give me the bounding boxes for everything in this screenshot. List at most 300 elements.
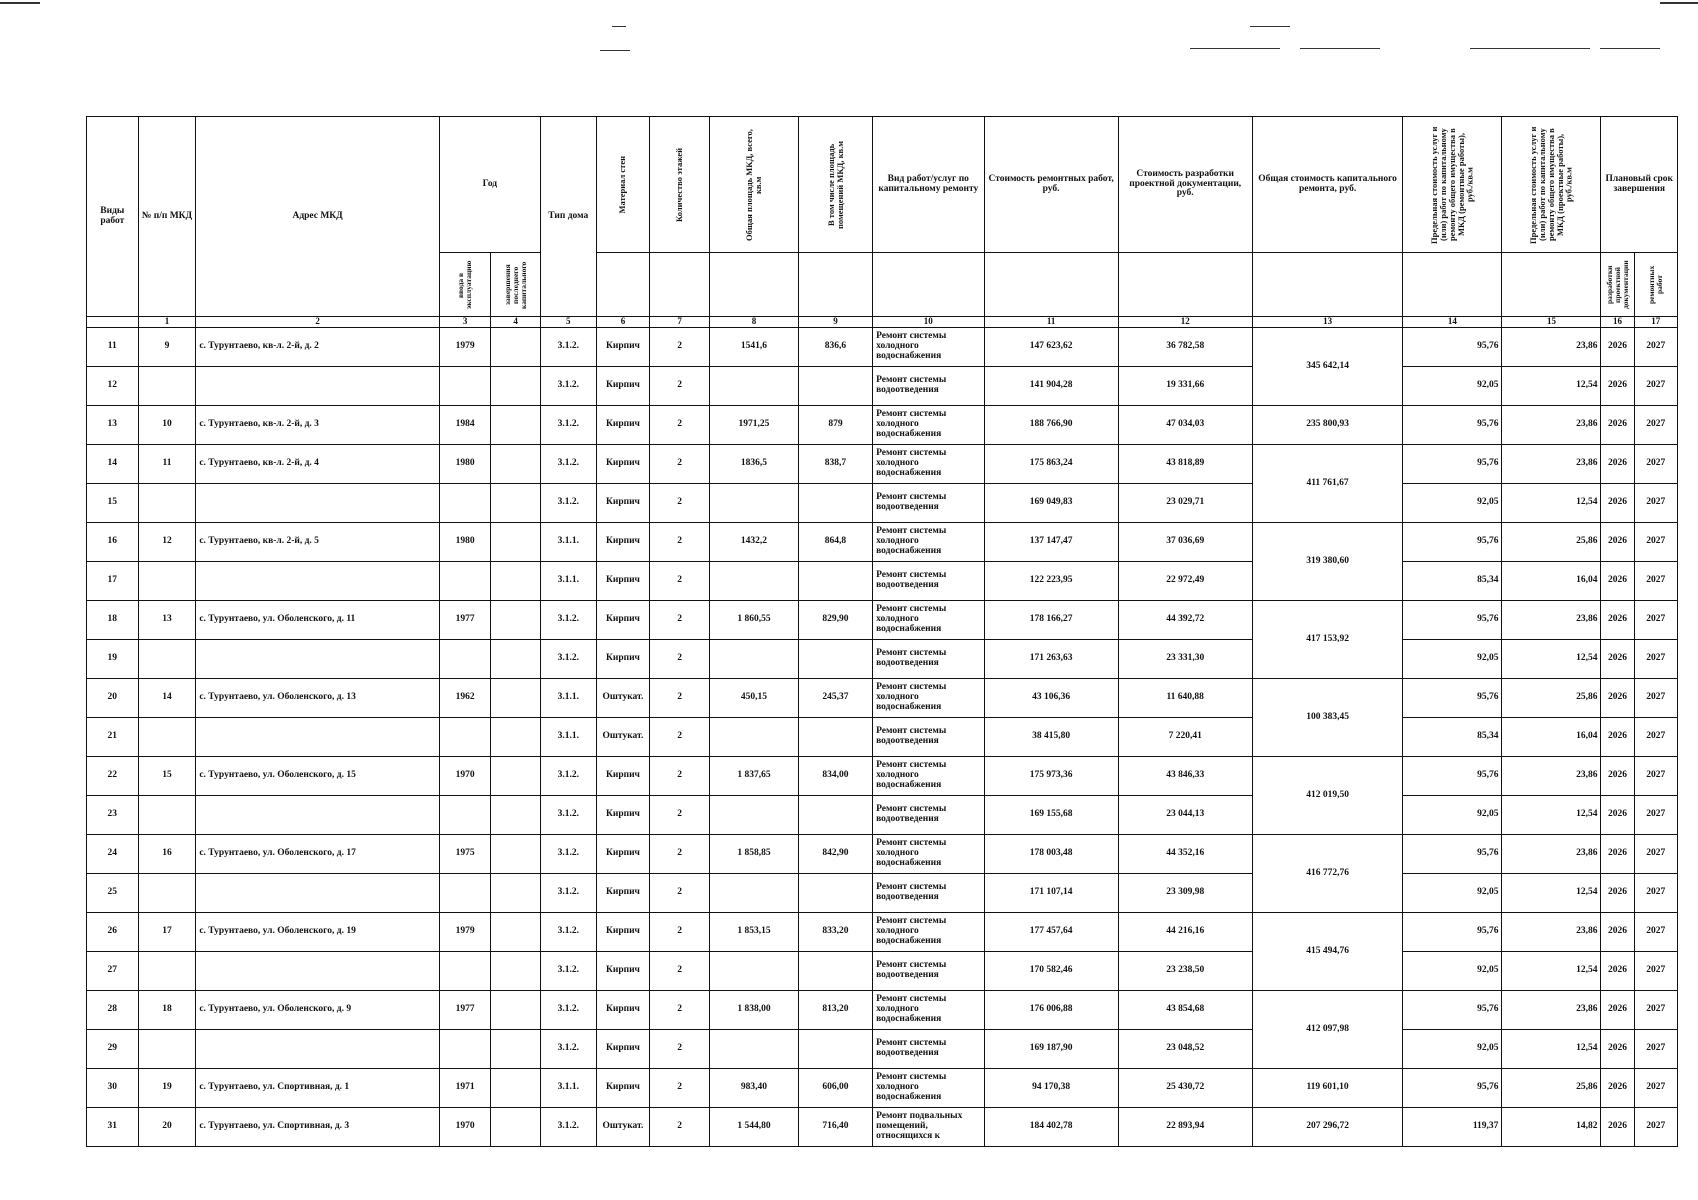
col-num: 16 bbox=[1601, 317, 1634, 328]
work-cost: 175 973,36 bbox=[984, 757, 1118, 796]
row-index: 21 bbox=[87, 718, 139, 757]
year-last-repair bbox=[491, 328, 541, 367]
year-last-repair bbox=[491, 484, 541, 523]
living-area bbox=[798, 640, 872, 679]
col-num: 2 bbox=[196, 317, 439, 328]
living-area: 836,6 bbox=[798, 328, 872, 367]
plan-works-year: 2027 bbox=[1634, 757, 1678, 796]
living-area: 716,40 bbox=[798, 1108, 872, 1147]
mkd-number: 18 bbox=[138, 991, 196, 1030]
header-house-type: Тип дома bbox=[540, 117, 596, 317]
design-cost: 25 430,72 bbox=[1118, 1069, 1252, 1108]
table-body bbox=[87, 328, 1678, 1147]
row-index: 15 bbox=[87, 484, 139, 523]
year-last-repair bbox=[491, 718, 541, 757]
limit-repair: 95,76 bbox=[1403, 328, 1502, 367]
floors: 2 bbox=[650, 1030, 710, 1069]
total-area: 983,40 bbox=[710, 1069, 799, 1108]
total-cost: 319 380,60 bbox=[1252, 523, 1403, 601]
year-commission bbox=[439, 640, 491, 679]
row-index: 11 bbox=[87, 328, 139, 367]
design-cost: 11 640,88 bbox=[1118, 679, 1252, 718]
total-area bbox=[710, 367, 799, 406]
plan-works-year: 2027 bbox=[1634, 328, 1678, 367]
living-area bbox=[798, 718, 872, 757]
work-kind: Ремонт системы холодного водоснабжения bbox=[873, 601, 984, 640]
col-num: 10 bbox=[873, 317, 984, 328]
mkd-number: 12 bbox=[138, 523, 196, 562]
limit-design: 14,82 bbox=[1502, 1108, 1601, 1147]
mkd-number: 14 bbox=[138, 679, 196, 718]
row-index: 17 bbox=[87, 562, 139, 601]
table-row bbox=[87, 562, 1678, 601]
year-commission: 1980 bbox=[439, 523, 491, 562]
living-area bbox=[798, 562, 872, 601]
col-num: 11 bbox=[984, 317, 1118, 328]
row-index: 27 bbox=[87, 952, 139, 991]
year-last-repair bbox=[491, 367, 541, 406]
design-cost: 43 818,89 bbox=[1118, 445, 1252, 484]
limit-design: 23,86 bbox=[1502, 991, 1601, 1030]
work-kind: Ремонт системы водоотведения bbox=[873, 562, 984, 601]
mkd-number bbox=[138, 796, 196, 835]
house-type: 3.1.2. bbox=[540, 913, 596, 952]
limit-design: 12,54 bbox=[1502, 484, 1601, 523]
row-index: 14 bbox=[87, 445, 139, 484]
total-cost: 345 642,14 bbox=[1252, 328, 1403, 406]
total-area bbox=[710, 640, 799, 679]
mkd-number bbox=[138, 952, 196, 991]
col-num: 17 bbox=[1634, 317, 1678, 328]
limit-repair: 92,05 bbox=[1403, 796, 1502, 835]
total-cost: 415 494,76 bbox=[1252, 913, 1403, 991]
plan-works-year: 2027 bbox=[1634, 601, 1678, 640]
limit-repair: 95,76 bbox=[1403, 913, 1502, 952]
wall-material: Кирпич bbox=[596, 952, 650, 991]
table-row bbox=[87, 406, 1678, 445]
floors: 2 bbox=[650, 562, 710, 601]
living-area: 813,20 bbox=[798, 991, 872, 1030]
living-area bbox=[798, 1030, 872, 1069]
floors: 2 bbox=[650, 796, 710, 835]
limit-repair: 95,76 bbox=[1403, 991, 1502, 1030]
floors: 2 bbox=[650, 757, 710, 796]
design-cost: 36 782,58 bbox=[1118, 328, 1252, 367]
address: с. Турунтаево, ул. Оболенского, д. 15 bbox=[196, 757, 439, 796]
mkd-number: 16 bbox=[138, 835, 196, 874]
mkd-number bbox=[138, 718, 196, 757]
limit-repair: 119,37 bbox=[1403, 1108, 1502, 1147]
work-kind: Ремонт системы холодного водоснабжения bbox=[873, 757, 984, 796]
work-kind: Ремонт системы холодного водоснабжения bbox=[873, 445, 984, 484]
plan-design-year: 2026 bbox=[1601, 523, 1634, 562]
year-commission: 1979 bbox=[439, 328, 491, 367]
row-index: 20 bbox=[87, 679, 139, 718]
col-num: 6 bbox=[596, 317, 650, 328]
total-area: 1 837,65 bbox=[710, 757, 799, 796]
limit-design: 23,86 bbox=[1502, 601, 1601, 640]
living-area: 606,00 bbox=[798, 1069, 872, 1108]
plan-works-year: 2027 bbox=[1634, 640, 1678, 679]
work-cost: 137 147,47 bbox=[984, 523, 1118, 562]
header-mkd-no: № п/п МКД bbox=[138, 117, 196, 317]
scan-mark bbox=[612, 26, 626, 27]
address: с. Турунтаево, кв-л. 2-й, д. 5 bbox=[196, 523, 439, 562]
row-index: 22 bbox=[87, 757, 139, 796]
address bbox=[196, 718, 439, 757]
total-area bbox=[710, 562, 799, 601]
header-work-cost: Стоимость ремонтных работ, руб. bbox=[984, 117, 1118, 253]
limit-repair: 92,05 bbox=[1403, 1030, 1502, 1069]
total-area bbox=[710, 718, 799, 757]
living-area bbox=[798, 484, 872, 523]
house-type: 3.1.2. bbox=[540, 991, 596, 1030]
design-cost: 23 238,50 bbox=[1118, 952, 1252, 991]
mkd-number bbox=[138, 1030, 196, 1069]
address: с. Турунтаево, ул. Оболенского, д. 13 bbox=[196, 679, 439, 718]
row-index: 18 bbox=[87, 601, 139, 640]
work-kind: Ремонт системы холодного водоснабжения bbox=[873, 406, 984, 445]
row-index: 19 bbox=[87, 640, 139, 679]
plan-design-year: 2026 bbox=[1601, 718, 1634, 757]
floors: 2 bbox=[650, 874, 710, 913]
capital-repair-table bbox=[86, 116, 1678, 1147]
plan-works-year: 2027 bbox=[1634, 835, 1678, 874]
total-cost: 207 296,72 bbox=[1252, 1108, 1403, 1147]
house-type: 3.1.1. bbox=[540, 562, 596, 601]
col-num: 14 bbox=[1403, 317, 1502, 328]
design-cost: 44 352,16 bbox=[1118, 835, 1252, 874]
work-cost: 141 904,28 bbox=[984, 367, 1118, 406]
limit-design: 16,04 bbox=[1502, 562, 1601, 601]
address bbox=[196, 640, 439, 679]
scan-mark bbox=[1600, 48, 1660, 49]
design-cost: 7 220,41 bbox=[1118, 718, 1252, 757]
table-row bbox=[87, 601, 1678, 640]
total-cost: 417 153,92 bbox=[1252, 601, 1403, 679]
limit-repair: 92,05 bbox=[1403, 874, 1502, 913]
year-last-repair bbox=[491, 952, 541, 991]
total-cost: 412 097,98 bbox=[1252, 991, 1403, 1069]
total-cost: 416 772,76 bbox=[1252, 835, 1403, 913]
year-last-repair bbox=[491, 679, 541, 718]
year-last-repair bbox=[491, 1108, 541, 1147]
wall-material: Кирпич bbox=[596, 757, 650, 796]
year-commission: 1962 bbox=[439, 679, 491, 718]
work-kind: Ремонт системы холодного водоснабжения bbox=[873, 328, 984, 367]
address: с. Турунтаево, ул. Оболенского, д. 17 bbox=[196, 835, 439, 874]
work-cost: 147 623,62 bbox=[984, 328, 1118, 367]
year-commission bbox=[439, 796, 491, 835]
limit-design: 12,54 bbox=[1502, 796, 1601, 835]
table-row bbox=[87, 913, 1678, 952]
header-design-cost: Стоимость разработки проектной документации, руб. bbox=[1118, 117, 1252, 253]
work-kind: Ремонт системы холодного водоснабжения bbox=[873, 1069, 984, 1108]
wall-material: Кирпич bbox=[596, 1030, 650, 1069]
year-last-repair bbox=[491, 1069, 541, 1108]
year-commission bbox=[439, 562, 491, 601]
col-num: 4 bbox=[491, 317, 541, 328]
limit-design: 23,86 bbox=[1502, 913, 1601, 952]
header-work-types: Виды работ bbox=[87, 117, 139, 317]
floors: 2 bbox=[650, 484, 710, 523]
year-last-repair bbox=[491, 874, 541, 913]
limit-repair: 92,05 bbox=[1403, 367, 1502, 406]
plan-design-year: 2026 bbox=[1601, 367, 1634, 406]
work-cost: 176 006,88 bbox=[984, 991, 1118, 1030]
address bbox=[196, 484, 439, 523]
plan-works-year: 2027 bbox=[1634, 445, 1678, 484]
limit-repair: 95,76 bbox=[1403, 679, 1502, 718]
work-cost: 178 166,27 bbox=[984, 601, 1118, 640]
address bbox=[196, 367, 439, 406]
house-type: 3.1.2. bbox=[540, 952, 596, 991]
col-num: 9 bbox=[798, 317, 872, 328]
house-type: 3.1.2. bbox=[540, 835, 596, 874]
limit-repair: 85,34 bbox=[1403, 562, 1502, 601]
year-last-repair bbox=[491, 991, 541, 1030]
design-cost: 37 036,69 bbox=[1118, 523, 1252, 562]
address: с. Турунтаево, ул. Оболенского, д. 19 bbox=[196, 913, 439, 952]
header-total-cost: Общая стоимость капитального ремонта, руб. bbox=[1252, 117, 1403, 253]
work-kind: Ремонт системы водоотведения bbox=[873, 640, 984, 679]
table-row bbox=[87, 835, 1678, 874]
living-area: 245,37 bbox=[798, 679, 872, 718]
year-commission: 1984 bbox=[439, 406, 491, 445]
year-commission: 1979 bbox=[439, 913, 491, 952]
total-cost: 411 761,67 bbox=[1252, 445, 1403, 523]
address: с. Турунтаево, ул. Спортивная, д. 1 bbox=[196, 1069, 439, 1108]
wall-material: Кирпич bbox=[596, 406, 650, 445]
table-row bbox=[87, 991, 1678, 1030]
design-cost: 43 854,68 bbox=[1118, 991, 1252, 1030]
work-kind: Ремонт системы водоотведения bbox=[873, 1030, 984, 1069]
plan-design-year: 2026 bbox=[1601, 445, 1634, 484]
plan-works-year: 2027 bbox=[1634, 1108, 1678, 1147]
floors: 2 bbox=[650, 328, 710, 367]
work-kind: Ремонт системы холодного водоснабжения bbox=[873, 523, 984, 562]
design-cost: 44 392,72 bbox=[1118, 601, 1252, 640]
floors: 2 bbox=[650, 718, 710, 757]
plan-works-year: 2027 bbox=[1634, 406, 1678, 445]
floors: 2 bbox=[650, 601, 710, 640]
work-cost: 94 170,38 bbox=[984, 1069, 1118, 1108]
mkd-number: 17 bbox=[138, 913, 196, 952]
address bbox=[196, 952, 439, 991]
header-limit-design: Предельная стоимость услуг и (или) работ по капитальному ремонту общего имущества в МКД (проектные работы), руб./кв.м bbox=[1502, 117, 1601, 253]
header-work-kind: Вид работ/услуг по капитальному ремонту bbox=[873, 117, 984, 253]
table-row bbox=[87, 1108, 1678, 1147]
house-type: 3.1.1. bbox=[540, 523, 596, 562]
plan-design-year: 2026 bbox=[1601, 796, 1634, 835]
col-num: 7 bbox=[650, 317, 710, 328]
house-type: 3.1.1. bbox=[540, 718, 596, 757]
plan-design-year: 2026 bbox=[1601, 991, 1634, 1030]
table-row bbox=[87, 328, 1678, 367]
work-cost: 178 003,48 bbox=[984, 835, 1118, 874]
total-area: 1 838,00 bbox=[710, 991, 799, 1030]
house-type: 3.1.1. bbox=[540, 679, 596, 718]
limit-design: 23,86 bbox=[1502, 757, 1601, 796]
plan-design-year: 2026 bbox=[1601, 640, 1634, 679]
wall-material: Кирпич bbox=[596, 445, 650, 484]
wall-material: Оштукат. bbox=[596, 679, 650, 718]
plan-works-year: 2027 bbox=[1634, 952, 1678, 991]
house-type: 3.1.2. bbox=[540, 1030, 596, 1069]
address bbox=[196, 562, 439, 601]
year-commission: 1970 bbox=[439, 1108, 491, 1147]
floors: 2 bbox=[650, 640, 710, 679]
year-commission bbox=[439, 718, 491, 757]
scan-mark bbox=[1660, 2, 1698, 4]
work-cost: 43 106,36 bbox=[984, 679, 1118, 718]
house-type: 3.1.2. bbox=[540, 640, 596, 679]
column-number-row bbox=[87, 317, 1678, 328]
table-row bbox=[87, 952, 1678, 991]
table-row bbox=[87, 718, 1678, 757]
work-kind: Ремонт системы водоотведения bbox=[873, 874, 984, 913]
limit-design: 23,86 bbox=[1502, 835, 1601, 874]
col-num: 13 bbox=[1252, 317, 1403, 328]
address bbox=[196, 874, 439, 913]
scan-mark bbox=[1190, 48, 1280, 49]
row-index: 16 bbox=[87, 523, 139, 562]
year-commission: 1975 bbox=[439, 835, 491, 874]
design-cost: 19 331,66 bbox=[1118, 367, 1252, 406]
header-address: Адрес МКД bbox=[196, 117, 439, 317]
work-kind: Ремонт системы водоотведения bbox=[873, 718, 984, 757]
limit-repair: 92,05 bbox=[1403, 640, 1502, 679]
house-type: 3.1.1. bbox=[540, 1069, 596, 1108]
scan-mark bbox=[1250, 26, 1290, 27]
design-cost: 47 034,03 bbox=[1118, 406, 1252, 445]
subheader-plan-design: разработки проектной документации bbox=[1601, 253, 1634, 317]
total-area: 450,15 bbox=[710, 679, 799, 718]
table-row bbox=[87, 679, 1678, 718]
total-cost: 119 601,10 bbox=[1252, 1069, 1403, 1108]
table-row bbox=[87, 523, 1678, 562]
mkd-number: 15 bbox=[138, 757, 196, 796]
year-commission: 1977 bbox=[439, 601, 491, 640]
work-cost: 169 049,83 bbox=[984, 484, 1118, 523]
year-last-repair bbox=[491, 445, 541, 484]
plan-works-year: 2027 bbox=[1634, 796, 1678, 835]
table-row bbox=[87, 1030, 1678, 1069]
row-index: 31 bbox=[87, 1108, 139, 1147]
work-kind: Ремонт системы холодного водоснабжения bbox=[873, 835, 984, 874]
address: с. Турунтаево, кв-л. 2-й, д. 4 bbox=[196, 445, 439, 484]
plan-design-year: 2026 bbox=[1601, 484, 1634, 523]
col-num: 5 bbox=[540, 317, 596, 328]
work-cost: 184 402,78 bbox=[984, 1108, 1118, 1147]
address bbox=[196, 796, 439, 835]
year-commission bbox=[439, 1030, 491, 1069]
total-cost: 412 019,50 bbox=[1252, 757, 1403, 835]
floors: 2 bbox=[650, 445, 710, 484]
house-type: 3.1.2. bbox=[540, 757, 596, 796]
plan-works-year: 2027 bbox=[1634, 367, 1678, 406]
work-cost: 169 155,68 bbox=[984, 796, 1118, 835]
scan-mark bbox=[1470, 48, 1590, 49]
house-type: 3.1.2. bbox=[540, 796, 596, 835]
table-row bbox=[87, 1069, 1678, 1108]
year-last-repair bbox=[491, 523, 541, 562]
mkd-number bbox=[138, 562, 196, 601]
header-living-area: В том числе площадь помещений МКД, кв.м bbox=[798, 117, 872, 253]
floors: 2 bbox=[650, 835, 710, 874]
mkd-number bbox=[138, 640, 196, 679]
limit-design: 12,54 bbox=[1502, 874, 1601, 913]
work-kind: Ремонт системы водоотведения bbox=[873, 367, 984, 406]
work-kind: Ремонт системы водоотведения bbox=[873, 796, 984, 835]
living-area: 834,00 bbox=[798, 757, 872, 796]
limit-design: 25,86 bbox=[1502, 679, 1601, 718]
wall-material: Кирпич bbox=[596, 640, 650, 679]
wall-material: Кирпич bbox=[596, 1069, 650, 1108]
limit-repair: 95,76 bbox=[1403, 757, 1502, 796]
scan-mark bbox=[1300, 48, 1380, 49]
house-type: 3.1.2. bbox=[540, 601, 596, 640]
scan-mark bbox=[0, 2, 40, 4]
limit-repair: 95,76 bbox=[1403, 601, 1502, 640]
plan-works-year: 2027 bbox=[1634, 523, 1678, 562]
wall-material: Оштукат. bbox=[596, 1108, 650, 1147]
year-last-repair bbox=[491, 1030, 541, 1069]
year-last-repair bbox=[491, 796, 541, 835]
floors: 2 bbox=[650, 913, 710, 952]
house-type: 3.1.2. bbox=[540, 874, 596, 913]
total-area: 1971,25 bbox=[710, 406, 799, 445]
total-area: 1836,5 bbox=[710, 445, 799, 484]
total-area bbox=[710, 952, 799, 991]
plan-design-year: 2026 bbox=[1601, 1108, 1634, 1147]
design-cost: 23 048,52 bbox=[1118, 1030, 1252, 1069]
living-area: 829,90 bbox=[798, 601, 872, 640]
year-commission: 1971 bbox=[439, 1069, 491, 1108]
year-commission: 1977 bbox=[439, 991, 491, 1030]
plan-works-year: 2027 bbox=[1634, 991, 1678, 1030]
address: с. Турунтаево, ул. Оболенского, д. 11 bbox=[196, 601, 439, 640]
table-row bbox=[87, 445, 1678, 484]
design-cost: 22 893,94 bbox=[1118, 1108, 1252, 1147]
limit-repair: 95,76 bbox=[1403, 523, 1502, 562]
header-wall-material: Материал стен bbox=[596, 117, 650, 253]
year-commission: 1980 bbox=[439, 445, 491, 484]
table-row bbox=[87, 757, 1678, 796]
table-row bbox=[87, 640, 1678, 679]
house-type: 3.1.2. bbox=[540, 406, 596, 445]
floors: 2 bbox=[650, 406, 710, 445]
design-cost: 23 029,71 bbox=[1118, 484, 1252, 523]
total-area: 1541,6 bbox=[710, 328, 799, 367]
limit-design: 23,86 bbox=[1502, 328, 1601, 367]
table-row bbox=[87, 796, 1678, 835]
plan-design-year: 2026 bbox=[1601, 913, 1634, 952]
col-num: 12 bbox=[1118, 317, 1252, 328]
limit-design: 12,54 bbox=[1502, 367, 1601, 406]
limit-repair: 85,34 bbox=[1403, 718, 1502, 757]
plan-works-year: 2027 bbox=[1634, 562, 1678, 601]
house-type: 3.1.2. bbox=[540, 445, 596, 484]
mkd-number bbox=[138, 367, 196, 406]
limit-design: 12,54 bbox=[1502, 1030, 1601, 1069]
floors: 2 bbox=[650, 991, 710, 1030]
year-last-repair bbox=[491, 835, 541, 874]
limit-design: 23,86 bbox=[1502, 445, 1601, 484]
year-commission bbox=[439, 367, 491, 406]
plan-design-year: 2026 bbox=[1601, 757, 1634, 796]
subheader-year-last: завершения последнего капитального bbox=[491, 253, 541, 317]
